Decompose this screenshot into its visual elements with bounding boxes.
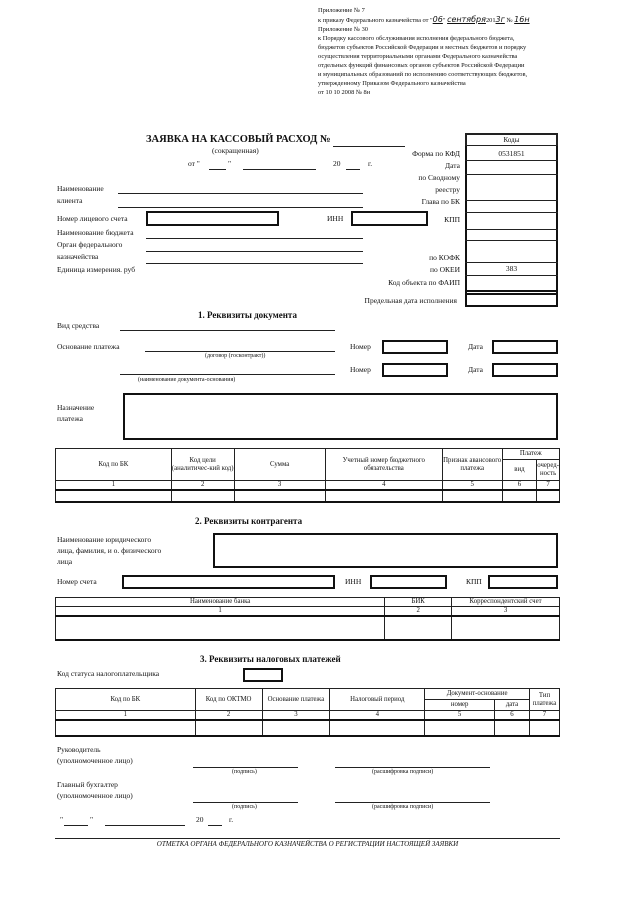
status-field[interactable] <box>243 668 283 682</box>
section3-title: 3. Реквизиты налоговых платежей <box>200 654 341 664</box>
col-number: 6 <box>502 481 537 491</box>
sign-hint: (подпись) <box>232 769 257 775</box>
client-name-line-2[interactable] <box>118 207 363 208</box>
title-number-line[interactable] <box>333 146 405 147</box>
col-sum: Сумма <box>234 449 325 481</box>
cell[interactable] <box>442 490 502 502</box>
purpose-field[interactable] <box>123 393 558 440</box>
basis-label: Основание платежа <box>57 342 120 351</box>
quote-close: " <box>90 815 94 824</box>
account-field[interactable] <box>146 211 279 226</box>
col-doc-number: номер <box>425 700 495 711</box>
form-kfd-label: Форма по КФД <box>412 149 460 158</box>
cell[interactable] <box>171 490 234 502</box>
contractor-name-label-2: лица, фамилия, и о. физического <box>57 546 162 555</box>
date-label-2: Дата <box>468 365 483 374</box>
contractor-kpp-label: КПП <box>466 577 482 586</box>
codes-header <box>465 133 558 146</box>
cell[interactable] <box>56 616 385 640</box>
col-number: 6 <box>495 711 530 721</box>
decode-hint: (расшифровка подписи) <box>372 769 434 775</box>
appendix-line: бюджетов субъектов Российской Федерации и местных бюджетов и порядку <box>318 44 527 51</box>
organ-label: Орган федерального <box>57 240 123 249</box>
sign-year-label: 20 <box>196 815 204 824</box>
col-advance: Признак авансового платежа <box>442 449 502 481</box>
date-field[interactable] <box>492 340 558 354</box>
organ-line-2[interactable] <box>146 263 363 264</box>
head-decode-line[interactable] <box>335 767 490 768</box>
cell[interactable] <box>325 490 442 502</box>
cell[interactable] <box>502 490 537 502</box>
organ-label-2: казначейства <box>57 252 99 261</box>
col-payment-type: Тип платежа <box>529 689 559 711</box>
bank-table <box>55 597 560 641</box>
fund-type-line[interactable] <box>120 330 335 331</box>
col-bik: БИК <box>385 598 452 607</box>
date-code-label: Дата <box>445 161 460 170</box>
status-label: Код статуса налогоплательщика <box>57 669 160 678</box>
purpose-label: Назначение <box>57 403 95 412</box>
inn-field[interactable] <box>351 211 428 226</box>
codes-header-label: Коды <box>503 136 520 144</box>
subtitle: (сокращенная) <box>212 146 259 155</box>
date-from-label: от " <box>188 159 200 168</box>
deadline-label: Предельная дата исполнения <box>364 296 457 305</box>
order-year-prefix: 201 <box>485 17 496 24</box>
cell[interactable] <box>56 490 172 502</box>
col-bank-name: Наименование банка <box>56 598 385 607</box>
cell[interactable] <box>495 720 530 736</box>
okei-label: по ОКЕИ <box>429 265 460 274</box>
order-month: сентября <box>447 15 486 24</box>
client-name-line[interactable] <box>118 193 363 194</box>
date-day-line[interactable] <box>209 169 226 170</box>
order-line: к приказу Федерального казначейства от "06" сентября2013г № 16н <box>318 15 530 24</box>
footer-divider <box>55 838 560 839</box>
col-payment-order: очеред-ность <box>537 460 560 481</box>
contractor-inn-label: ИНН <box>345 577 362 586</box>
cell[interactable] <box>425 720 495 736</box>
section2-title: 2. Реквизиты контрагента <box>195 516 303 526</box>
cell[interactable] <box>56 720 196 736</box>
appendix-header <box>318 6 530 97</box>
number-field[interactable] <box>382 340 448 354</box>
col-kbk: Код по БК <box>56 689 196 711</box>
col-number: 3 <box>234 481 325 491</box>
col-number: 2 <box>171 481 234 491</box>
order-no: 16н <box>514 15 530 24</box>
accountant-label-2: (уполномоченное лицо) <box>57 791 133 800</box>
col-number: 7 <box>537 481 560 491</box>
kofk-label: по КОФК <box>429 253 460 262</box>
cell[interactable] <box>330 720 425 736</box>
page-title: ЗАЯВКА НА КАССОВЫЙ РАСХОД № <box>146 134 331 145</box>
col-oktmo: Код по ОКТМО <box>195 689 262 711</box>
col-number: 2 <box>195 711 262 721</box>
col-obligation: Учетный номер бюджетного обязательства <box>325 449 442 481</box>
tax-table <box>55 688 560 737</box>
okei-value: 383 <box>465 262 558 276</box>
table-row <box>56 720 560 736</box>
col-number: 1 <box>56 607 385 617</box>
kpp-label: КПП <box>444 215 460 224</box>
deadline-date-field[interactable] <box>465 293 558 307</box>
date-field-2[interactable] <box>492 363 558 377</box>
unit-label: Единица измерения. руб <box>57 265 136 274</box>
cell[interactable] <box>385 616 452 640</box>
number-field-2[interactable] <box>382 363 448 377</box>
col-number: 5 <box>425 711 495 721</box>
client-name-label: Наименование <box>57 184 104 193</box>
appendix-line: и муниципальных образований по исполнению соответствующих бюджетов, <box>318 71 528 78</box>
basis-line[interactable] <box>145 351 335 352</box>
head-label-2: (уполномоченное лицо) <box>57 756 133 765</box>
number-label: Номер <box>350 342 371 351</box>
number-label-2: Номер <box>350 365 371 374</box>
budget-line[interactable] <box>146 238 363 239</box>
date-quote: " <box>228 159 232 168</box>
account-label: Номер лицевого счета <box>57 214 128 223</box>
col-number: 3 <box>262 711 330 721</box>
col-number: 1 <box>56 711 196 721</box>
col-corr-account: Корреспондентский счет <box>452 598 560 607</box>
col-doc-basis: Документ-основание <box>425 689 530 700</box>
appendix-line: к Порядку кассового обслуживания исполнения федерального бюджета, <box>318 35 515 42</box>
svod-label-2: реестру <box>435 185 460 194</box>
appendix-line: осуществления территориальными органами Федерального казначейства <box>318 53 518 60</box>
order-prefix: к приказу Федерального казначейства от " <box>318 17 433 24</box>
appendix-line: утвержденному Приказом Федерального казначейства <box>318 80 466 87</box>
contract-hint: (договор (госконтракт)) <box>205 353 266 359</box>
table-row <box>56 616 560 640</box>
table-row <box>56 490 560 502</box>
col-basis: Основание платежа <box>262 689 330 711</box>
accountant-decode-line[interactable] <box>335 802 490 803</box>
contractor-account-label: Номер счета <box>57 577 97 586</box>
order-no-label: № <box>506 17 513 24</box>
order-year: 3г <box>495 15 505 24</box>
contractor-account-field[interactable] <box>122 575 335 589</box>
section1-title: 1. Реквизиты документа <box>198 310 297 320</box>
cell[interactable] <box>529 720 559 736</box>
decode-hint-2: (расшифровка подписи) <box>372 804 434 810</box>
col-number: 3 <box>452 607 560 617</box>
date-label: Дата <box>468 342 483 351</box>
cell[interactable] <box>452 616 560 640</box>
appendix-line: от 10 10 2008 № 8н <box>318 89 371 96</box>
col-number: 1 <box>56 481 172 491</box>
payment-table <box>55 448 560 503</box>
contractor-inn-field[interactable] <box>370 575 447 589</box>
budget-label: Наименование бюджета <box>57 228 134 237</box>
col-kbk: Код по БК <box>56 449 172 481</box>
date-year-label: 20 <box>333 159 341 168</box>
col-target-code: Код цели (аналитичес-кий код) <box>171 449 234 481</box>
purpose-label-2: платежа <box>57 414 84 423</box>
col-number: 5 <box>442 481 502 491</box>
appendix-line: отдельных функций финансовых органов субъектов Российской Федерации <box>318 62 525 69</box>
contractor-kpp-field[interactable] <box>488 575 558 589</box>
inn-label: ИНН <box>327 214 344 223</box>
head-sign-line[interactable] <box>193 767 298 768</box>
cell[interactable] <box>234 490 325 502</box>
date-month-line[interactable] <box>243 169 316 170</box>
contractor-name-field[interactable] <box>213 533 558 568</box>
order-day: 06 <box>432 15 443 24</box>
contractor-name-label: Наименование юридического <box>57 535 152 544</box>
contractor-name-label-3: лица <box>57 557 73 566</box>
doc-name-line[interactable] <box>120 374 335 375</box>
head-label: Руководитель <box>57 745 101 754</box>
form-kfd-value: 0531851 <box>465 147 558 161</box>
sign-month-line[interactable] <box>105 825 185 826</box>
sign-g-label: г. <box>229 815 234 824</box>
date-year-line[interactable] <box>346 169 360 170</box>
date-g-label: г. <box>368 159 373 168</box>
registration-note: ОТМЕТКА ОРГАНА ФЕДЕРАЛЬНОГО КАЗНАЧЕЙСТВА О РЕГИСТРАЦИИ НАСТОЯЩЕЙ ЗАЯВКИ <box>156 840 459 848</box>
col-number: 4 <box>330 711 425 721</box>
glava-label: Глава по БК <box>421 197 460 206</box>
sign-hint-2: (подпись) <box>232 804 257 810</box>
codes-column <box>465 146 558 307</box>
sign-year-line[interactable] <box>208 825 222 826</box>
quote-open: " <box>60 815 64 824</box>
col-number: 4 <box>325 481 442 491</box>
col-doc-date: дата <box>495 700 530 711</box>
col-payment: Платеж <box>502 449 559 460</box>
cell[interactable] <box>262 720 330 736</box>
accountant-sign-line[interactable] <box>193 802 298 803</box>
col-payment-type: вид <box>502 460 537 481</box>
organ-line[interactable] <box>146 251 363 252</box>
cell[interactable] <box>537 490 560 502</box>
col-number: 7 <box>529 711 559 721</box>
accountant-label: Главный бухгалтер <box>57 780 118 789</box>
sign-day-line[interactable] <box>64 825 88 826</box>
doc-hint: (наименование документа-основания) <box>138 377 236 383</box>
faip-label: Код объекта по ФАИП <box>388 278 460 287</box>
appendix-line: Приложение № 30 <box>318 26 368 33</box>
client-name-label-2: клиента <box>57 196 83 205</box>
fund-type-label: Вид средства <box>57 321 100 330</box>
appendix-line: Приложение № 7 <box>318 7 365 14</box>
cell[interactable] <box>195 720 262 736</box>
svod-label: по Сводному <box>418 173 460 182</box>
col-period: Налоговый период <box>330 689 425 711</box>
col-number: 2 <box>385 607 452 617</box>
